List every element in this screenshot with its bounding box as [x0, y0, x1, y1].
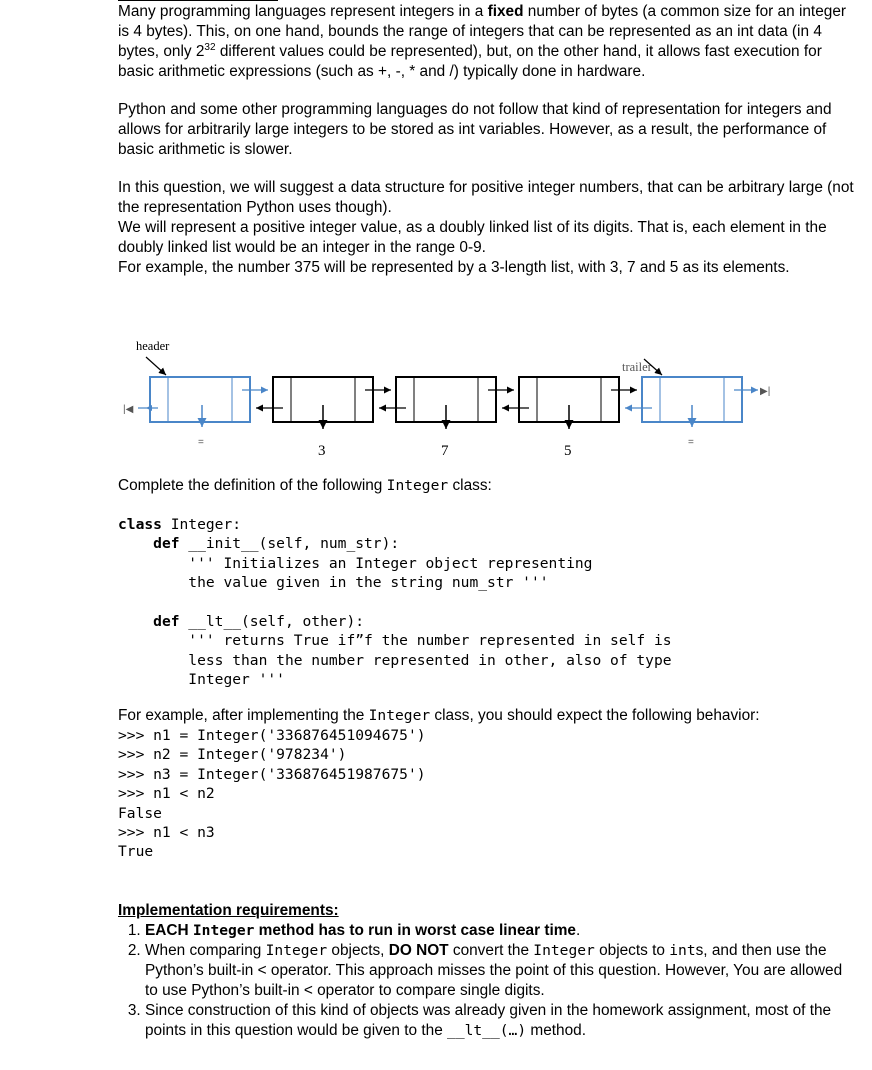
example-code-block: >>> n1 = Integer('336876451094675') >>> n2 = Integer('978234') >>> n3 = Integer('336876451987675') >>> n1 < n2 False >>> n1 < n3 True: [118, 727, 426, 861]
requirement-3: 3. Since construction of this kind of objects was already given in the homework assignment, most of the points in this question would be given to the __lt__(…) method.: [145, 1001, 858, 1041]
digit-2: 7: [441, 443, 449, 459]
digit-1: 3: [318, 443, 326, 459]
requirement-2: 2. When comparing Integer objects, DO NOT convert the Integer objects to ints, and then use the Python’s built-in < operator. This approach misses the point of this question. However, You are allowed to use Python’s built-in < operator to compare single digits.: [145, 941, 858, 1001]
trailer-sentinel-node: [642, 377, 742, 448]
requirements-section: [118, 901, 858, 1041]
svg-text:=: =: [198, 437, 204, 448]
question-text: [118, 2, 858, 278]
header-label: header: [136, 339, 170, 353]
class-code-block: class Integer: def __init__(self, num_str): ''' Initializes an Integer object representing the value given in the string num_str ''' def __lt__(self, other): ''' returns True if”f the number represented in self is less than the number represented in other, also of type Integer ''': [118, 516, 672, 689]
svg-text:|◀: |◀: [123, 404, 134, 415]
requirement-1: 1. EACH Integer method has to run in worst case linear time.: [145, 921, 858, 941]
intro-paragraph-1: Many programming languages represent integers in a fixed number of bytes (a common size for an integer is 4 bytes). This, on one hand, bounds the range of integers that can be represented as an int data (in 4 bytes, only $2^{32}$ different values could be represented), but, on the other hand, it allows fast execution for basic arithmetic expressions (such as +, -, * and /) typically done in hardware.: [118, 3, 847, 80]
linked-list-diagram: [118, 335, 798, 465]
node-3: [519, 377, 619, 459]
intro-paragraph-2: Python and some other programming languages do not follow that kind of representation for integers and allows for arbitrarily large integers to be stored as int variables. However, as a result, the performance of basic arithmetic is slower.: [118, 101, 832, 158]
requirements-title: Implementation requirements:: [118, 902, 339, 919]
svg-text:=: =: [688, 437, 694, 448]
svg-text:▶|: ▶|: [760, 386, 771, 397]
digit-3: 5: [564, 443, 572, 459]
class-lead: Complete the definition of the following Integer class:: [118, 477, 492, 494]
class-section: [118, 476, 858, 690]
top-rule: [118, 0, 278, 1]
intro-paragraph-3: In this question, we will suggest a data structure for positive integer numbers, that can be arbitrary large (not the representation Python uses though). We will represent a positive integer value, as a doubly linked list of its digits. That is, each element in the doubly linked list would be an integer in the range 0-9. For example, the number 375 will be represented by a 3-length list, with 3, 7 and 5 as its elements.: [118, 179, 854, 276]
node-1: [273, 377, 373, 459]
header-sentinel-node: [150, 377, 250, 448]
requirements-list: [118, 921, 858, 1041]
example-section: [118, 706, 858, 862]
header-arrow: [146, 357, 166, 375]
node-2: [396, 377, 496, 459]
trailer-label: trailer: [622, 360, 652, 374]
example-lead: For example, after implementing the Integer class, you should expect the following behavior:: [118, 707, 760, 724]
